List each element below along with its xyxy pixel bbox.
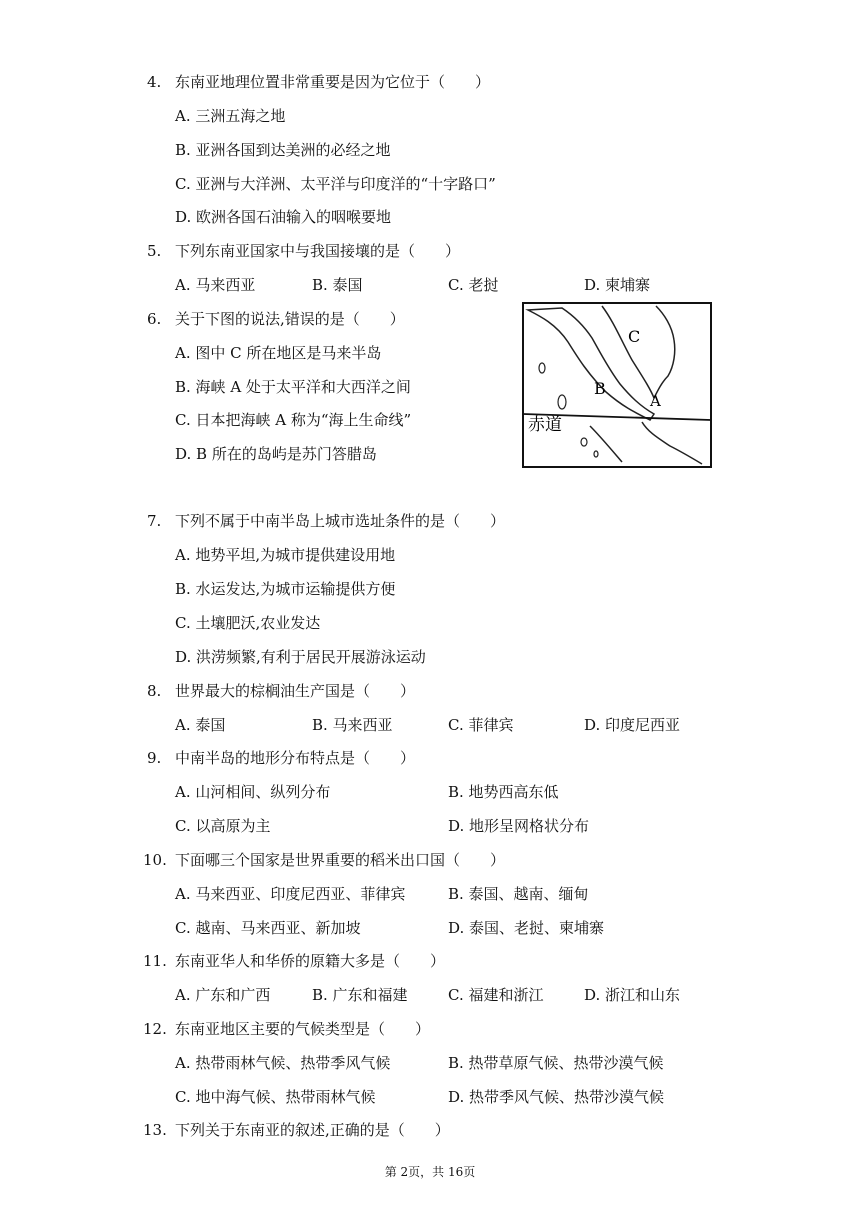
option: D. 热带季风气候、热带沙漠气候 xyxy=(448,1088,665,1106)
option: A. 山河相间、纵列分布 xyxy=(175,783,331,801)
map-label-equator: 赤道 xyxy=(528,415,562,435)
option: D. 浙江和山东 xyxy=(584,986,681,1004)
question-number: 7. xyxy=(147,512,162,530)
option: D. 洪涝频繁,有利于居民开展游泳运动 xyxy=(175,648,426,666)
option: D. 地形呈网格状分布 xyxy=(448,817,590,835)
option: D. 柬埔寨 xyxy=(584,276,651,294)
question-stem: 下列东南亚国家中与我国接壤的是（ ） xyxy=(175,242,461,260)
option: D. 印度尼西亚 xyxy=(584,716,681,734)
map-frame xyxy=(523,303,711,467)
option: C. 越南、马来西亚、新加坡 xyxy=(175,919,361,937)
option: C. 以高原为主 xyxy=(175,817,271,835)
option: A. 三洲五海之地 xyxy=(175,107,286,125)
option: B. 马来西亚 xyxy=(312,716,393,734)
option: B. 泰国 xyxy=(312,276,363,294)
option: D. 欧洲各国石油输入的咽喉要地 xyxy=(175,208,392,226)
option: A. 热带雨林气候、热带季风气候 xyxy=(175,1054,391,1072)
option: C. 土壤肥沃,农业发达 xyxy=(175,614,321,632)
question-number: 9. xyxy=(147,749,162,767)
question-stem: 下面哪三个国家是世界重要的稻米出口国（ ） xyxy=(175,851,506,869)
map-label-b: B xyxy=(594,379,606,398)
question-stem: 中南半岛的地形分布特点是（ ） xyxy=(175,749,416,767)
option: B. 地势西高东低 xyxy=(448,783,559,801)
question-number: 13. xyxy=(143,1121,167,1139)
option: C. 菲律宾 xyxy=(448,716,514,734)
map-label-a: A xyxy=(650,392,661,410)
question-number: 11. xyxy=(143,952,167,970)
option: A. 图中 C 所在地区是马来半岛 xyxy=(175,344,382,362)
option: A. 广东和广西 xyxy=(175,986,271,1004)
option: A. 马来西亚 xyxy=(175,276,256,294)
option: C. 地中海气候、热带雨林气候 xyxy=(175,1088,376,1106)
question-number: 6. xyxy=(147,310,162,328)
option: A. 泰国 xyxy=(175,716,226,734)
option: A. 地势平坦,为城市提供建设用地 xyxy=(175,546,396,564)
option: B. 泰国、越南、缅甸 xyxy=(448,885,589,903)
option: A. 马来西亚、印度尼西亚、菲律宾 xyxy=(175,885,406,903)
option: B. 亚洲各国到达美洲的必经之地 xyxy=(175,141,391,159)
option: C. 老挝 xyxy=(448,276,499,294)
question-stem: 东南亚地区主要的气候类型是（ ） xyxy=(175,1020,431,1038)
option: B. 广东和福建 xyxy=(312,986,408,1004)
question-number: 10. xyxy=(143,851,167,869)
question-stem: 东南亚地理位置非常重要是因为它位于（ ） xyxy=(175,73,491,91)
option: B. 热带草原气候、热带沙漠气候 xyxy=(448,1054,664,1072)
question-stem: 下列关于东南亚的叙述,正确的是（ ） xyxy=(175,1121,450,1139)
option: B. 水运发达,为城市运输提供方便 xyxy=(175,580,396,598)
question-number: 5. xyxy=(147,242,162,260)
strait-map-figure xyxy=(522,302,712,468)
question-stem: 东南亚华人和华侨的原籍大多是（ ） xyxy=(175,952,446,970)
option: D. B 所在的岛屿是苏门答腊岛 xyxy=(175,445,377,463)
page-footer: 第 2页，共 16页 xyxy=(384,1165,476,1179)
option: C. 日本把海峡 A 称为“海上生命线” xyxy=(175,411,412,429)
question-number: 12. xyxy=(143,1020,167,1038)
question-stem: 世界最大的棕榈油生产国是（ ） xyxy=(175,682,416,700)
question-number: 4. xyxy=(147,73,162,91)
question-number: 8. xyxy=(147,682,162,700)
question-stem: 下列不属于中南半岛上城市选址条件的是（ ） xyxy=(175,512,506,530)
map-label-c: C xyxy=(628,327,641,346)
option: D. 泰国、老挝、柬埔寨 xyxy=(448,919,605,937)
option: C. 亚洲与大洋洲、太平洋与印度洋的“十字路口” xyxy=(175,175,496,193)
option: C. 福建和浙江 xyxy=(448,986,544,1004)
question-stem: 关于下图的说法,错误的是（ ） xyxy=(175,310,405,328)
option: B. 海峡 A 处于太平洋和大西洋之间 xyxy=(175,378,411,396)
